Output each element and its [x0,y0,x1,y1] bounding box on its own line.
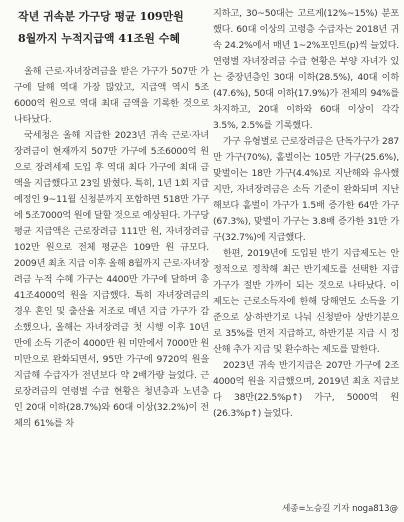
headline-line-2: 8월까지 누적지급액 41조원 수혜 [18,32,180,45]
paragraph-intro: 올해 근로·자녀장려금을 받은 가구가 507만 가구에 달해 역대 가장 많았고, 지급액 역시 5조6000억 원으로 역대 최대 금액을 기록한 것으로 나타났다. [14,66,209,125]
headline [18,6,209,50]
right-column [213,6,399,422]
headline-line-1: 작년 귀속분 가구당 평균 109만원 [18,10,184,23]
left-column [14,6,209,432]
paragraph-semiannual: 한편, 2019년에 도입된 반기 지급제도는 안정적으로 정착해 최근 반기제도를 선택한 지급 가구가 절반 가까이 되는 것으로 나타났다. 이 제도는 근로소득자에 한해 당해연도 소득을 기준으로 상·하반기로 나눠 신청받아 상반기분으로 35%를 먼저 지급하고, 하반기분 지급 시 정산해 추가 지급 및 환수하는 제도를 말한다. [213,248,399,355]
paragraph-semiannual-result: 2023년 귀속 반기지급은 207만 가구에 2조4000억 원을 지급했으며, 2019년 최초 지급보다 38만(22.5%p↑) 가구, 5000억 원(26.3%p↑) 늘었다. [213,360,399,419]
paragraph-body-1: 국세청은 올해 지급한 2023년 귀속 근로·자녀장려금이 현재까지 507만 가구에 5조6000억 원으로 장려세제 도입 후 역대 최다 가구에 최대 금액을 지급했다고 23일 밝혔다. 특히, 1년 1회 지급 예정인 9~11월 신청분까지 포함하면 518만 가구에 5조7000억 원에 달할 것으로 예상된다. 가구당 평균 지급액은 근로장려금 111만 원, 자녀장려금 102만 원으로 전체 평균은 109만 원 규모다. 2009년 최초 지급 이후 올해 8월까지 근로·자녀장려금 누적 수혜 가구는 4400만 가구에 달하며 총 41조4000억 원을 지급했다. 특히 자녀장려금의 경우 혼인 및 출산율 저조로 매년 지급 가구가 감소했으나, 올해는 자녀장려금 첫 시행 이후 10년 만에 소득 기준이 4000만 원 미만에서 7000만 원 미만으로 완화되면서, 95만 가구에 9720억 원을 지급해 수급자가 전년보다 약 2배가량 늘었다. 근로장려금의 연령별 수급 현황은 청년층과 노년층인 20대 이하(28.7%)와 60대 이상(32.2%)이 전체의 61%를 차 [14,130,209,429]
paragraph-continued: 지하고, 30~50대는 고르게(12%~15%) 분포했다. 60대 이상의 고령층 수급자는 2018년 귀속 24.2%에서 매년 1~2%포인트(p)씩 늘었다. 연령별 자녀장려금 수급 현황은 부양 자녀가 있는 중장년층인 30대 이하(28.5%), 40대 이하(47.6%), 50대 이하(17.9%)가 전체의 94%를 차지하고, 20대 이하와 60대 이상이 각각 3.5%, 2.5%를 기록했다. [213,8,399,131]
byline: 세종=노승길 기자 noga813@ [282,504,398,514]
paragraph-household-type: 가구 유형별로 근로장려금은 단독가구가 287만 가구(70%), 홑벌이는 105만 가구(25.6%), 맞벌이는 18만 가구(4.4%)로 지난해와 유사했지만, 자녀장려금은 소득 기준이 완화되며 지난해보다 홑벌이 가구가 1.5배 증가한 64만 가구(67.3%), 맞벌이 가구는 3.8배 증가한 31만 가구(32.7%)에 지급했다. [213,136,399,243]
